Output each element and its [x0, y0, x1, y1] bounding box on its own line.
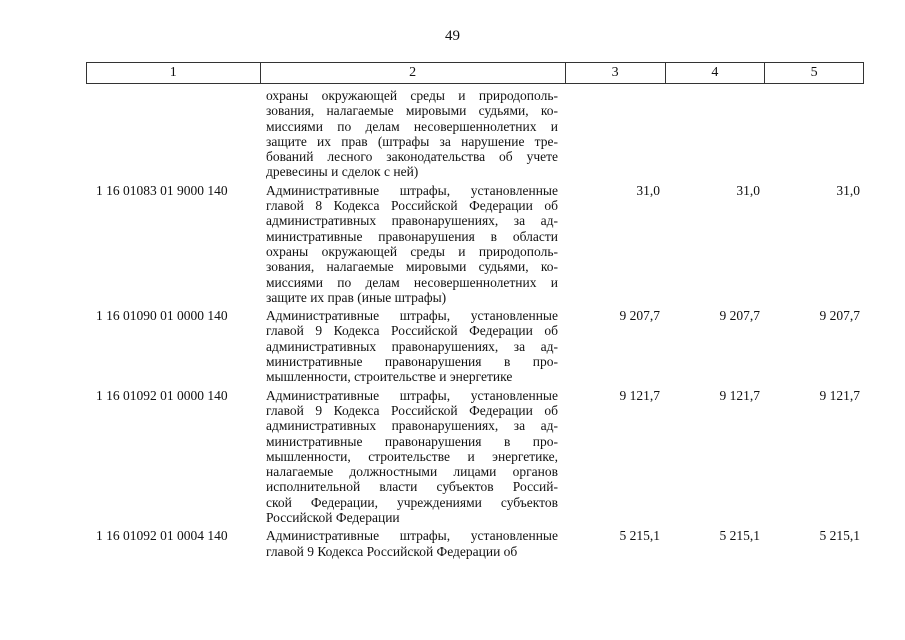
description-line: зования, налагаемые мировыми судьями, ко- — [266, 103, 558, 119]
page-number: 49 — [445, 28, 460, 44]
description-line: защите их прав (штрафы за нарушение тре- — [266, 133, 558, 149]
description-line: административных правонарушениях, за ад- — [266, 213, 558, 229]
table-body — [86, 88, 864, 559]
description-line: налагаемые должностными лицами органов — [266, 464, 558, 480]
revenue-description — [260, 388, 566, 526]
description-line: древесины и сделок с ней) — [266, 164, 419, 180]
description-line: министративные правонарушения в про- — [266, 354, 558, 370]
description-line: охраны окружающей среды и природополь- — [266, 243, 558, 259]
amount-col-3 — [566, 88, 666, 180]
amount-col-5: 31,0 — [836, 182, 860, 198]
revenue-code: 1 16 01083 01 9000 140 — [96, 182, 228, 198]
revenue-description — [260, 88, 566, 180]
description-line: административных правонарушениях, за ад- — [266, 418, 558, 434]
description-line: исполнительной власти субъектов Россий- — [266, 479, 558, 495]
description-line: главой 8 Кодекса Российской Федерации об — [266, 198, 558, 214]
description-line: Административные штрафы, установленные — [266, 387, 558, 403]
description-line: министративные правонарушения в про- — [266, 433, 558, 449]
amount-col-3: 31,0 — [636, 182, 660, 198]
description-line: Административные штрафы, установленные — [266, 528, 558, 544]
description-line: главой 9 Кодекса Российской Федерации об — [266, 543, 518, 559]
table-row — [86, 388, 864, 526]
table-header — [86, 62, 864, 84]
revenue-description — [260, 308, 566, 384]
description-line: административных правонарушениях, за ад- — [266, 338, 558, 354]
amount-col-4: 9 121,7 — [719, 387, 760, 403]
description-line: мышленности, строительстве и энергетике — [266, 369, 513, 385]
column-header-1: 1 — [87, 63, 261, 83]
revenue-code: 1 16 01092 01 0000 140 — [96, 387, 228, 403]
amount-col-3: 9 121,7 — [619, 387, 660, 403]
revenue-code — [86, 88, 260, 180]
column-header-5: 5 — [810, 65, 818, 80]
amount-col-4: 31,0 — [736, 182, 760, 198]
description-line: министративные правонарушения в области — [266, 228, 558, 244]
amount-col-5 — [766, 88, 864, 180]
column-header-4: 4 — [666, 63, 766, 83]
amount-col-3: 5 215,1 — [619, 528, 660, 544]
description-line: мышленности, строительстве и энергетике, — [266, 448, 558, 464]
amount-col-4: 9 207,7 — [719, 308, 760, 324]
description-line: охраны окружающей среды и природополь- — [266, 88, 558, 103]
description-line: миссиями по делам несовершеннолетних и — [266, 274, 558, 290]
description-line: главой 9 Кодекса Российской Федерации об — [266, 323, 558, 339]
table-row — [86, 183, 864, 305]
table-row — [86, 528, 864, 559]
table-row — [86, 308, 864, 384]
description-line: миссиями по делам несовершеннолетних и — [266, 118, 558, 134]
description-line: Российской Федерации — [266, 510, 400, 526]
revenue-code: 1 16 01090 01 0000 140 — [96, 308, 228, 324]
description-line: Административные штрафы, установленные — [266, 182, 558, 198]
description-line: главой 9 Кодекса Российской Федерации об — [266, 402, 558, 418]
amount-col-5: 9 121,7 — [819, 387, 860, 403]
description-line: защите их прав (иные штрафы) — [266, 289, 447, 305]
column-header-3: 3 — [566, 63, 666, 83]
amount-col-4: 5 215,1 — [719, 528, 760, 544]
amount-col-3: 9 207,7 — [619, 308, 660, 324]
revenue-code: 1 16 01092 01 0004 140 — [96, 528, 228, 544]
amount-col-5: 5 215,1 — [819, 528, 860, 544]
amount-col-4 — [666, 88, 766, 180]
column-header-2: 2 — [261, 63, 566, 83]
description-line: Административные штрафы, установленные — [266, 308, 558, 324]
table-row — [86, 88, 864, 180]
revenue-description — [260, 528, 566, 559]
amount-col-5: 9 207,7 — [819, 308, 860, 324]
revenue-description — [260, 183, 566, 305]
description-line: ской Федерации, учреждениями субъектов — [266, 494, 558, 510]
description-line: зования, налагаемые мировыми судьями, ко- — [266, 259, 558, 275]
description-line: бований лесного законодательства об учете — [266, 149, 558, 165]
